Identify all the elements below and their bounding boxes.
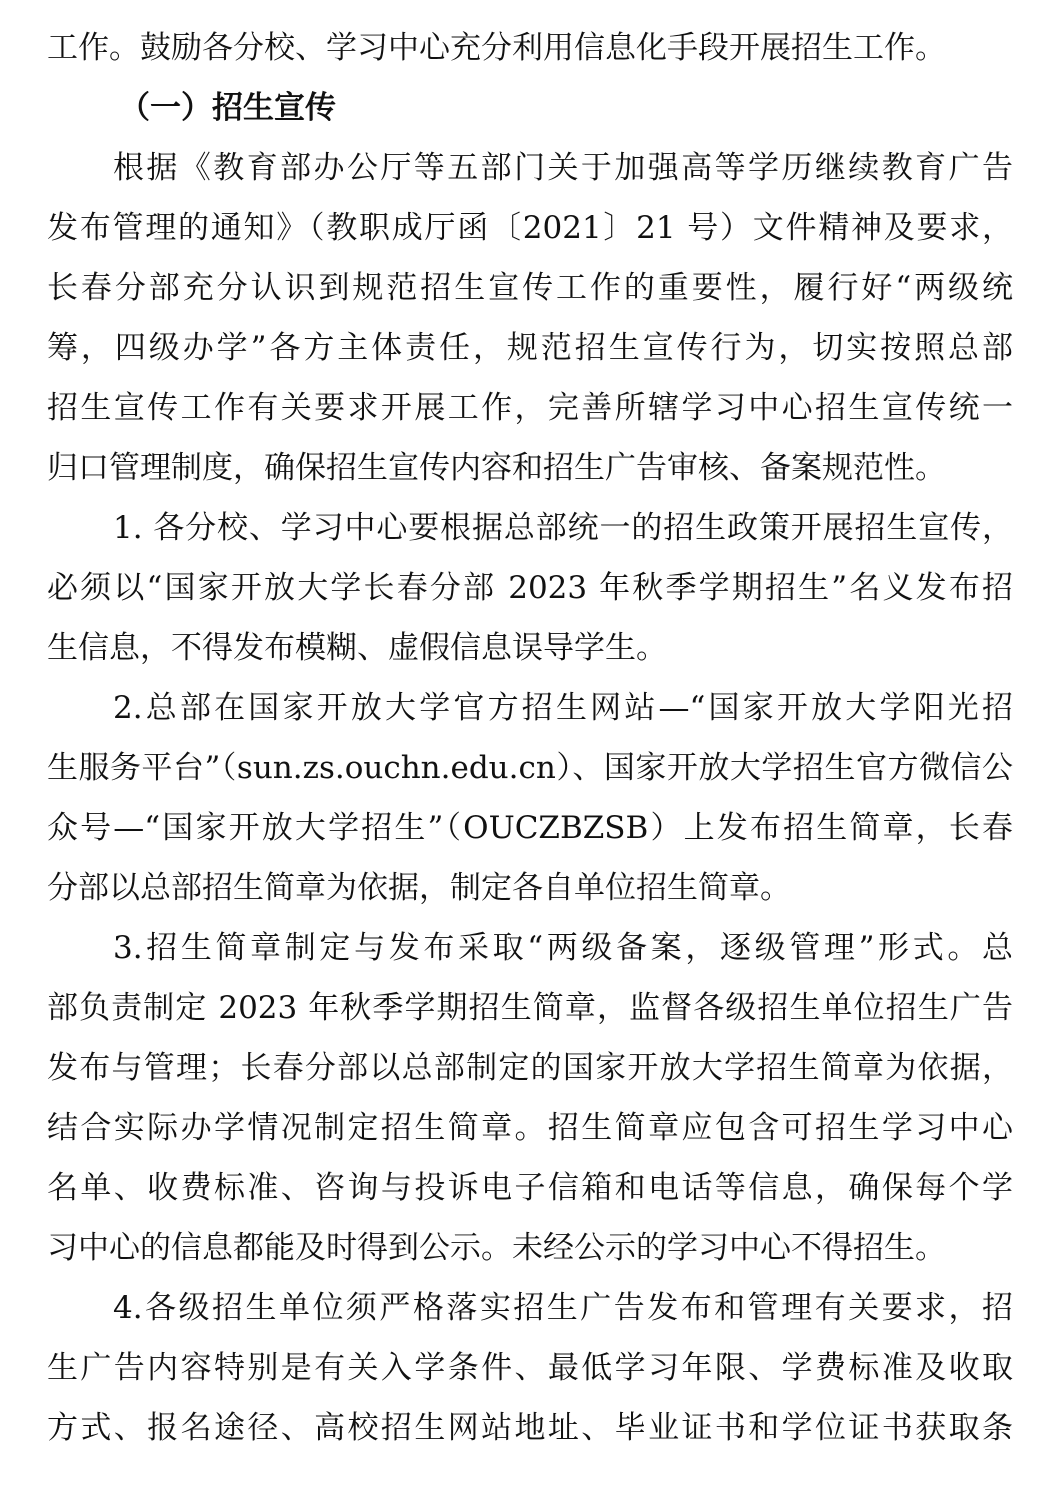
text-line: 习中心的信息都能及时得到公示。未经公示的学习中心不得招生。 [47,1230,946,1266]
text-line: 1. 各分校、学习中心要根据总部统一的招生政策开展招生宣传， [113,510,1013,546]
text-line: 方式、报名途径、高校招生网站地址、毕业证书和学位证书获取条 [47,1410,1013,1446]
document-page [47,18,1013,1458]
text-line: 发布管理的通知》（教职成厅函〔2021〕21 号）文件精神及要求， [47,210,1013,246]
text-line: 发布与管理；长春分部以总部制定的国家开放大学招生简章为依据， [47,1050,1013,1086]
text-line: 工作。鼓励各分校、学习中心充分利用信息化手段开展招生工作。 [47,30,946,66]
text-line: 众号—“国家开放大学招生”（OUCZBZSB）上发布招生简章，长春 [47,810,1013,846]
section-heading: （一）招生宣传 [119,90,336,126]
text-line: 4.各级招生单位须严格落实招生广告发布和管理有关要求，招 [113,1290,1013,1326]
text-line: 根据《教育部办公厅等五部门关于加强高等学历继续教育广告 [113,150,1013,186]
text-line: 归口管理制度，确保招生宣传内容和招生广告审核、备案规范性。 [47,450,946,486]
text-line: 长春分部充分认识到规范招生宣传工作的重要性，履行好“两级统 [47,270,1013,306]
text-line: 招生宣传工作有关要求开展工作，完善所辖学习中心招生宣传统一 [47,390,1013,426]
text-line: 2.总部在国家开放大学官方招生网站—“国家开放大学阳光招 [113,690,1013,726]
text-line: 分部以总部招生简章为依据，制定各自单位招生简章。 [47,870,791,906]
text-line: 结合实际办学情况制定招生简章。招生简章应包含可招生学习中心 [47,1110,1013,1146]
text-line: 生服务平台”（sun.zs.ouchn.edu.cn）、国家开放大学招生官方微信公 [47,750,1013,786]
text-line: 筹，四级办学”各方主体责任，规范招生宣传行为，切实按照总部 [47,330,1013,366]
text-line: 生信息，不得发布模糊、虚假信息误导学生。 [47,630,667,666]
text-line: 部负责制定 2023 年秋季学期招生简章，监督各级招生单位招生广告 [47,990,1013,1026]
text-line: 生广告内容特别是有关入学条件、最低学习年限、学费标准及收取 [47,1350,1013,1386]
text-line: 名单、收费标准、咨询与投诉电子信箱和电话等信息，确保每个学 [47,1170,1013,1206]
text-line: 3.招生简章制定与发布采取“两级备案，逐级管理”形式。总 [113,930,1013,966]
text-line: 必须以“国家开放大学长春分部 2023 年秋季学期招生”名义发布招 [47,570,1013,606]
